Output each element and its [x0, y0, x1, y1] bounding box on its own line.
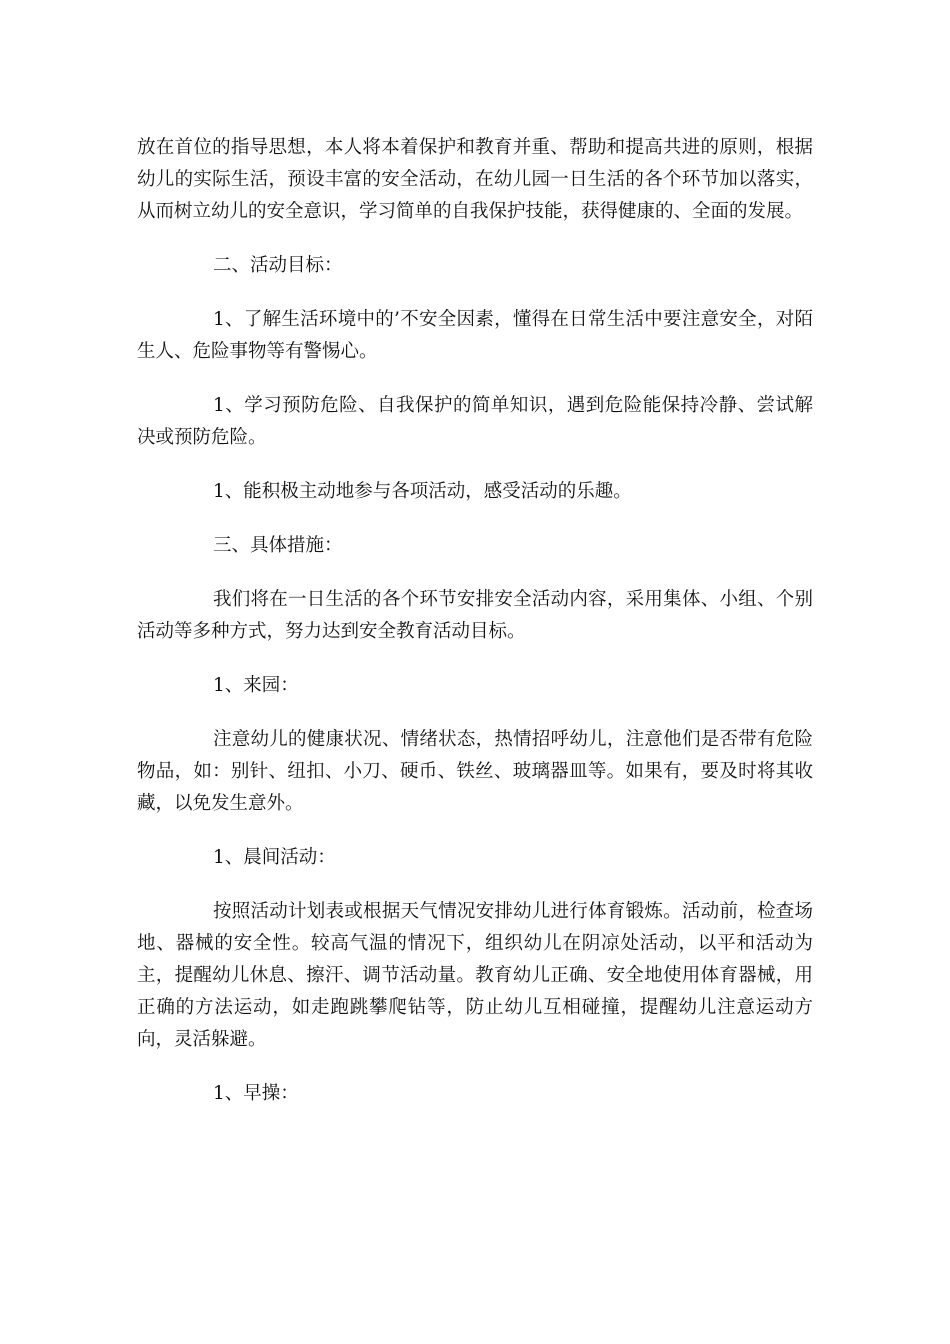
goal-item-3: 1、能积极主动地参与各项活动，感受活动的乐趣。: [213, 481, 632, 502]
arrival-text: 注意幼儿的健康状况、情绪状态，热情招呼幼儿，注意他们是否带有危险物品，如：别针、纽扣、小刀、硬币、铁丝、玻璃器皿等。如果有，要及时将其收藏，以免发生意外。: [137, 729, 813, 814]
heading-activity-goals: 二、活动目标：: [213, 255, 343, 276]
paragraph-intro-continuation: 放在首位的指导思想，本人将本着保护和教育并重、帮助和提高共进的原则，根据幼儿的实际生活，预设丰富的安全活动，在幼儿园一日生活的各个环节加以落实，从而树立幼儿的安全意识，学习简单的自我保护技能，获得健康的、全面的发展。: [137, 137, 813, 222]
heading-arrival: 1、来园：: [213, 675, 299, 696]
heading-specific-measures: 三、具体措施：: [213, 535, 343, 556]
document-body: [137, 132, 813, 1132]
morning-activity-text: 按照活动计划表或根据天气情况安排幼儿进行体育锻炼。活动前，检查场地、器械的安全性。较高气温的情况下，组织幼儿在阴凉处活动，以平和活动为主，提醒幼儿休息、擦汗、调节活动量。教育幼儿正确、安全地使用体育器械，用正确的方法运动，如走跑跳攀爬钻等，防止幼儿互相碰撞，提醒幼儿注意运动方向，灵活躲避。: [137, 901, 813, 1050]
heading-morning-exercise: 1、早操：: [213, 1083, 299, 1104]
goal-item-2: 1、学习预防危险、自我保护的简单知识，遇到危险能保持冷静、尝试解决或预防危险。: [137, 395, 813, 448]
measures-intro: 我们将在一日生活的各个环节安排安全活动内容，采用集体、小组、个别活动等多种方式，努力达到安全教育活动目标。: [137, 589, 813, 642]
goal-item-1: 1、了解生活环境中的’不安全因素，懂得在日常生活中要注意安全，对陌生人、危险事物等有警惕心。: [137, 309, 813, 362]
heading-morning-activity: 1、晨间活动：: [213, 847, 336, 868]
